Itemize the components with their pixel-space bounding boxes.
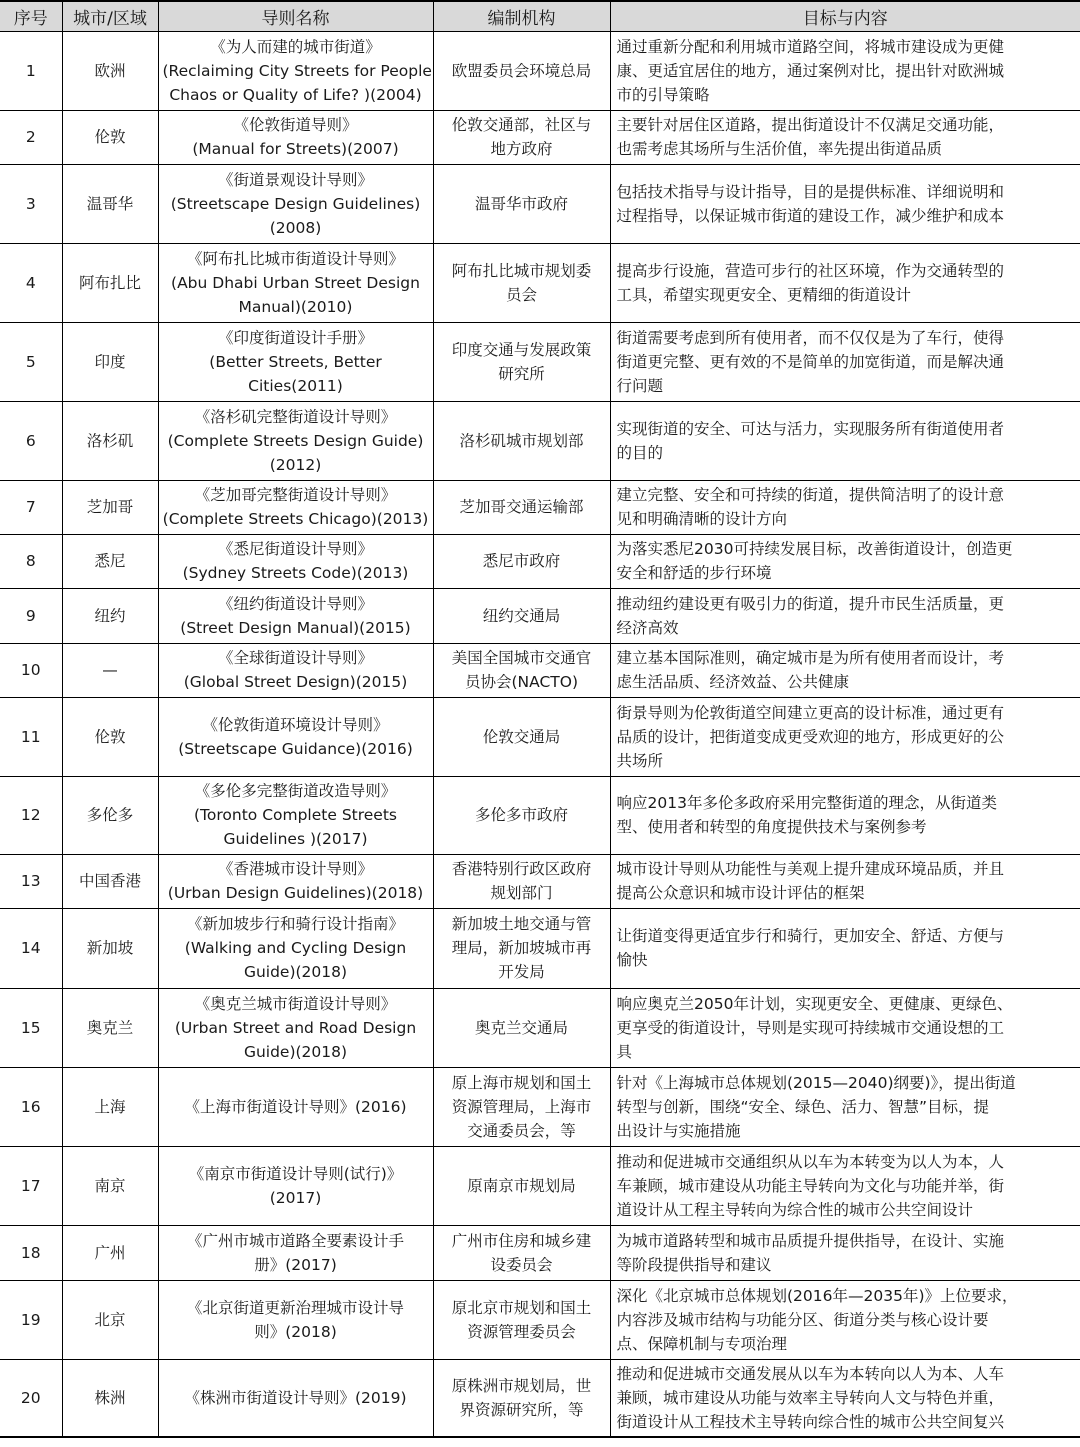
organization-cell-line: 印度交通与发展政策 [451, 340, 592, 359]
city-cell: 株洲 [62, 1359, 158, 1437]
table-row [0, 908, 1080, 988]
goals-content-cell [610, 988, 1080, 1067]
table-row [0, 480, 1080, 534]
goals-content-cell-line: 针对《上海城市总体规划(2015—2040)纲要)》，提出街道 [616, 1073, 1016, 1092]
organization-cell-line: 广州市住房和城乡建 [451, 1231, 592, 1250]
table-row [0, 534, 1080, 588]
organization-cell [433, 697, 610, 776]
guideline-name-cell-line: 《为人而建的城市街道》 [210, 37, 381, 56]
goals-content-cell [610, 31, 1080, 110]
organization-cell [433, 1280, 610, 1359]
guideline-name-cell-line: 《上海市街道设计导则》(2016) [184, 1097, 407, 1116]
guideline-name-cell-line: Cities(2011) [248, 376, 343, 395]
goals-content-cell-line: 深化《北京城市总体规划(2016年—2035年)》上位要求， [616, 1286, 1018, 1305]
guideline-name-cell-line: 《北京街道更新治理城市设计导 [186, 1298, 404, 1317]
goals-content-cell [610, 534, 1080, 588]
guideline-name-cell-line: (Sydney Streets Code)(2013) [182, 564, 409, 582]
organization-cell-line: 纽约交通局 [482, 606, 561, 625]
organization-cell-line: 研究所 [498, 364, 545, 383]
table-row [0, 322, 1080, 401]
guideline-name-cell-line: 《香港城市设计导则》 [217, 860, 373, 878]
table-row [0, 110, 1080, 164]
goals-content-cell [610, 1280, 1080, 1359]
city-cell: 伦敦 [62, 697, 158, 776]
guideline-name-cell [158, 1359, 433, 1437]
guideline-name-cell-line: 《洛杉矶完整街道设计导则》 [194, 407, 397, 426]
organization-cell [433, 588, 610, 643]
guideline-name-cell-line: 《伦敦街道导则》 [233, 116, 358, 134]
goals-content-cell [610, 697, 1080, 776]
city-cell: 悉尼 [62, 534, 158, 588]
guideline-name-cell [158, 854, 433, 908]
organization-cell-line: 交通委员会，等 [467, 1121, 576, 1140]
row-number: 13 [0, 854, 62, 908]
organization-cell-line: 奥克兰交通局 [474, 1018, 568, 1037]
organization-cell-line: 原株洲市规划局，世 [451, 1376, 592, 1395]
table-row [0, 164, 1080, 243]
guideline-name-cell [158, 1280, 433, 1359]
organization-cell [433, 164, 610, 243]
guideline-name-cell-line: (Urban Street and Road Design [174, 1018, 417, 1037]
goals-content-cell-line: 建立基本国际准则，确定城市是为所有使用者而设计，考 [616, 649, 1005, 667]
goals-content-cell-line: 品质的设计，把街道变成更受欢迎的地方，形成更好的公 [616, 727, 1005, 746]
guideline-name-cell [158, 1225, 433, 1280]
organization-cell [433, 908, 610, 988]
table-row [0, 697, 1080, 776]
row-number: 12 [0, 776, 62, 854]
table-row [0, 988, 1080, 1067]
goals-content-cell [610, 643, 1080, 697]
city-cell: 奥克兰 [62, 988, 158, 1067]
goals-content-cell [610, 1146, 1080, 1225]
guideline-name-cell-line: (Walking and Cycling Design [184, 939, 407, 957]
goals-content-cell-line: 工具，希望实现更安全、更精细的街道设计 [616, 285, 912, 304]
goals-content-cell-line: 出设计与实施措施 [616, 1121, 741, 1140]
guideline-name-cell [158, 31, 433, 110]
organization-cell [433, 1067, 610, 1146]
goals-content-cell-line: 愉快 [616, 951, 648, 969]
city-cell: 阿布扎比 [62, 243, 158, 322]
guideline-name-cell [158, 908, 433, 988]
guideline-name-cell-line: 《新加坡步行和骑行设计指南》 [186, 915, 404, 933]
guideline-name-cell [158, 322, 433, 401]
guideline-name-cell [158, 243, 433, 322]
goals-content-cell-line: 响应奥克兰2050年计划，实现更安全、更健康、更绿色、 [616, 994, 1013, 1013]
guideline-name-cell-line: 《纽约街道设计导则》 [217, 594, 373, 613]
goals-content-cell [610, 110, 1080, 164]
city-cell: — [62, 643, 158, 697]
guideline-name-cell-line: (Streetscape Design Guidelines) [170, 194, 421, 213]
table-row [0, 1225, 1080, 1280]
row-number: 16 [0, 1067, 62, 1146]
city-cell: 伦敦 [62, 110, 158, 164]
goals-content-cell [610, 322, 1080, 401]
goals-content-cell-line: 也需考虑其场所与生活价值，率先提出街道品质 [616, 140, 943, 158]
row-number: 19 [0, 1280, 62, 1359]
goals-content-cell-line: 推动纽约建设更有吸引力的街道，提升市民生活质量，更 [616, 594, 1005, 613]
organization-cell-line: 开发局 [498, 963, 545, 981]
row-number: 4 [0, 243, 62, 322]
row-number: 15 [0, 988, 62, 1067]
guideline-name-cell-line: 则》(2018) [254, 1322, 337, 1341]
city-cell: 南京 [62, 1146, 158, 1225]
goals-content-cell-line: 等阶段提供指导和建议 [616, 1255, 772, 1274]
goals-content-cell-line: 通过重新分配和利用城市道路空间，将城市建设成为更健 [616, 37, 1005, 56]
city-cell: 中国香港 [62, 854, 158, 908]
organization-cell [433, 534, 610, 588]
guideline-name-cell-line: 《多伦多完整街道改造导则》 [194, 782, 397, 800]
goals-content-cell-line: 见和明确清晰的设计方向 [616, 510, 788, 528]
goals-content-cell-line: 共场所 [616, 751, 664, 770]
guideline-name-cell-line: 《阿布扎比城市街道设计导则》 [186, 249, 404, 268]
guideline-name-cell-line: (Complete Streets Design Guide) [167, 431, 424, 450]
guideline-name-cell [158, 1146, 433, 1225]
organization-cell [433, 322, 610, 401]
row-number: 10 [0, 643, 62, 697]
guideline-name-cell-line: (Global Street Design)(2015) [183, 673, 408, 691]
goals-content-cell-line: 道设计从工程主导转向为综合性的城市公共空间设计 [616, 1200, 974, 1219]
organization-cell-line: 伦敦交通局 [482, 727, 561, 746]
table-row [0, 401, 1080, 480]
organization-cell [433, 480, 610, 534]
organization-cell-line: 欧盟委员会环境总局 [451, 61, 592, 80]
header-no: 序号 [0, 1, 62, 31]
goals-content-cell-line: 街景导则为伦敦街道空间建立更高的设计标准，通过更有 [616, 703, 1005, 722]
organization-cell-line: 规划部门 [490, 884, 553, 902]
organization-cell-line: 地方政府 [490, 140, 553, 158]
row-number: 8 [0, 534, 62, 588]
guideline-name-cell-line: (Manual for Streets)(2007) [192, 140, 399, 158]
goals-content-cell [610, 776, 1080, 854]
organization-cell-line: 美国全国城市交通官 [451, 649, 592, 667]
guideline-name-cell-line: (2017) [269, 1188, 322, 1207]
guideline-name-cell [158, 776, 433, 854]
goals-content-cell [610, 588, 1080, 643]
goals-content-cell-line: 虑生活品质、经济效益、公共健康 [616, 673, 850, 691]
goals-content-cell-line: 建立完整、安全和可持续的街道，提供简洁明了的设计意 [616, 486, 1005, 504]
organization-cell [433, 643, 610, 697]
goals-content-cell-line: 实现街道的安全、可达与活力，实现服务所有街道使用者 [616, 419, 1005, 438]
guideline-name-cell-line: Chaos or Quality of Life? )(2004) [169, 85, 422, 104]
organization-cell [433, 776, 610, 854]
goals-content-cell-line: 为落实悉尼2030可持续发展目标，改善街道设计，创造更 [616, 540, 1013, 558]
organization-cell-line: 香港特别行政区政府 [451, 860, 592, 878]
guideline-name-cell-line: 《街道景观设计导则》 [217, 170, 373, 189]
goals-content-cell [610, 1067, 1080, 1146]
guideline-name-cell [158, 988, 433, 1067]
table-row [0, 1359, 1080, 1437]
goals-content-cell [610, 243, 1080, 322]
goals-content-cell-line: 内容涉及城市结构与功能分区、街道分类与核心设计要 [616, 1310, 989, 1329]
goals-content-cell-line: 城市设计导则从功能性与美观上提升建成环境品质，并且 [616, 860, 1005, 878]
city-cell: 欧洲 [62, 31, 158, 110]
goals-content-cell-line: 提高公众意识和城市设计评估的框架 [616, 884, 865, 902]
goals-content-cell-line: 转型与创新，围绕“安全、绿色、活力、智慧”目标，提 [616, 1097, 990, 1116]
goals-content-cell-line: 经济高效 [616, 618, 679, 637]
organization-cell-line: 芝加哥交通运输部 [459, 498, 584, 516]
guideline-name-cell-line: (2012) [269, 455, 322, 474]
organization-cell [433, 1359, 610, 1437]
goals-content-cell-line: 主要针对居住区道路，提出街道设计不仅满足交通功能， [616, 116, 1005, 134]
row-number: 5 [0, 322, 62, 401]
organization-cell-line: 原南京市规划局 [467, 1176, 576, 1195]
organization-cell [433, 243, 610, 322]
guideline-name-cell-line: (Toronto Complete Streets [194, 806, 397, 824]
organization-cell [433, 31, 610, 110]
city-cell: 纽约 [62, 588, 158, 643]
organization-cell-line: 伦敦交通部，社区与 [451, 116, 592, 134]
city-cell: 印度 [62, 322, 158, 401]
table-row [0, 243, 1080, 322]
goals-content-cell-line: 康、更适宜居住的地方，通过案例对比，提出针对欧洲城 [616, 61, 1005, 80]
guideline-name-cell-line: 《南京市街道设计导则(试行)》 [188, 1164, 403, 1183]
goals-content-cell [610, 908, 1080, 988]
city-cell: 新加坡 [62, 908, 158, 988]
guideline-name-cell [158, 1067, 433, 1146]
guideline-name-cell-line: 册》(2017) [254, 1255, 337, 1274]
guideline-name-cell-line: Guide)(2018) [243, 963, 348, 981]
city-cell: 上海 [62, 1067, 158, 1146]
guideline-name-cell-line: (Streetscape Guidance)(2016) [178, 739, 413, 758]
goals-content-cell-line: 市的引导策略 [616, 85, 710, 104]
header-city: 城市/区域 [62, 1, 158, 31]
guideline-name-cell-line: 《伦敦街道环境设计导则》 [202, 715, 389, 734]
guideline-name-cell-line: 《悉尼街道设计导则》 [217, 540, 373, 558]
guideline-name-cell-line: 《株洲市街道设计导则》(2019) [184, 1388, 407, 1407]
guideline-name-cell-line: (Complete Streets Chicago)(2013) [162, 510, 429, 528]
goals-content-cell [610, 401, 1080, 480]
city-cell: 温哥华 [62, 164, 158, 243]
row-number: 11 [0, 697, 62, 776]
goals-content-cell [610, 1225, 1080, 1280]
row-number: 7 [0, 480, 62, 534]
guideline-name-cell [158, 401, 433, 480]
guideline-name-cell-line: 《奥克兰城市街道设计导则》 [194, 994, 397, 1013]
table-row [0, 588, 1080, 643]
organization-cell-line: 资源管理局，上海市 [451, 1097, 592, 1116]
header-guideline-name: 导则名称 [158, 1, 433, 31]
goals-content-cell-line: 街道需要考虑到所有使用者，而不仅仅是为了车行，使得 [616, 328, 1005, 347]
city-cell: 洛杉矶 [62, 401, 158, 480]
goals-content-cell [610, 854, 1080, 908]
goals-content-cell-line: 过程指导，以保证城市街道的建设工作，减少维护和成本 [616, 206, 1005, 225]
row-number: 18 [0, 1225, 62, 1280]
goals-content-cell [610, 480, 1080, 534]
goals-content-cell-line: 包括技术指导与设计指导，目的是提供标准、详细说明和 [616, 182, 1005, 201]
guideline-name-cell [158, 697, 433, 776]
organization-cell-line: 原上海市规划和国土 [451, 1073, 592, 1092]
guideline-name-cell-line: 《芝加哥完整街道设计导则》 [194, 486, 397, 504]
row-number: 20 [0, 1359, 62, 1437]
organization-cell-line: 员协会(NACTO) [464, 673, 578, 691]
guideline-name-cell-line: 《印度街道设计手册》 [217, 328, 373, 347]
guideline-name-cell-line: (2008) [269, 218, 322, 237]
goals-content-cell-line: 让街道变得更适宜步行和骑行，更加安全、舒适、方便与 [616, 927, 1005, 945]
city-cell: 芝加哥 [62, 480, 158, 534]
organization-cell-line: 多伦多市政府 [474, 806, 568, 824]
goals-content-cell-line: 车兼顾，城市建设从功能主导转向为文化与功能并举，街 [616, 1176, 1005, 1195]
organization-cell-line: 设委员会 [490, 1255, 553, 1274]
row-number: 2 [0, 110, 62, 164]
goals-content-cell-line: 推动和促进城市交通组织从以车为本转变为以人为本，人 [616, 1152, 1005, 1171]
guideline-name-cell-line: Guide)(2018) [243, 1042, 348, 1061]
row-number: 9 [0, 588, 62, 643]
guideline-name-cell-line: 《全球街道设计导则》 [217, 649, 373, 667]
guideline-name-cell [158, 588, 433, 643]
table-row [0, 854, 1080, 908]
goals-content-cell-line: 行问题 [616, 376, 664, 395]
city-cell: 多伦多 [62, 776, 158, 854]
goals-content-cell-line: 街道设计从工程技术主导转向综合性的城市公共空间复兴 [616, 1412, 1005, 1431]
header-organization: 编制机构 [433, 1, 610, 31]
row-number: 3 [0, 164, 62, 243]
table-row [0, 31, 1080, 110]
table-row [0, 643, 1080, 697]
row-number: 14 [0, 908, 62, 988]
goals-content-cell-line: 为城市道路转型和城市品质提升提供指导，在设计、实施 [616, 1231, 1005, 1250]
guideline-name-cell-line: (Abu Dhabi Urban Street Design [171, 273, 420, 292]
city-cell: 北京 [62, 1280, 158, 1359]
guideline-name-cell-line: (Urban Design Guidelines)(2018) [167, 884, 424, 902]
goals-content-cell-line: 具 [616, 1042, 633, 1061]
guideline-name-cell [158, 164, 433, 243]
header-goals-content: 目标与内容 [610, 1, 1080, 31]
table-row [0, 1280, 1080, 1359]
goals-content-cell-line: 提高步行设施，营造可步行的社区环境，作为交通转型的 [616, 261, 1005, 280]
goals-content-cell-line: 的目的 [616, 443, 664, 462]
organization-cell-line: 资源管理委员会 [467, 1322, 576, 1341]
guideline-name-cell [158, 480, 433, 534]
row-number: 6 [0, 401, 62, 480]
guideline-name-cell [158, 643, 433, 697]
organization-cell [433, 1225, 610, 1280]
guideline-name-cell-line: 《广州市城市道路全要素设计手 [186, 1231, 404, 1250]
organization-cell [433, 401, 610, 480]
organization-cell-line: 理局，新加坡城市再 [451, 939, 592, 957]
guideline-name-cell-line: Guidelines )(2017) [223, 830, 368, 848]
organization-cell-line: 员会 [505, 285, 537, 304]
organization-cell-line: 悉尼市政府 [482, 552, 561, 570]
organization-cell-line: 界资源研究所，等 [459, 1400, 584, 1419]
guideline-name-cell-line: Manual)(2010) [238, 297, 353, 316]
organization-cell [433, 988, 610, 1067]
header-row [0, 1, 1080, 31]
goals-content-cell-line: 安全和舒适的步行环境 [616, 564, 772, 582]
goals-content-cell-line: 街道更完整、更有效的不是简单的加宽街道，而是解决通 [616, 352, 1005, 371]
guideline-name-cell-line: (Street Design Manual)(2015) [180, 618, 411, 637]
organization-cell-line: 温哥华市政府 [474, 194, 568, 213]
row-number: 17 [0, 1146, 62, 1225]
organization-cell [433, 110, 610, 164]
organization-cell [433, 854, 610, 908]
organization-cell-line: 洛杉矶城市规划部 [459, 431, 584, 450]
goals-content-cell-line: 响应2013年多伦多政府采用完整街道的理念，从街道类 [616, 794, 997, 812]
goals-content-cell [610, 1359, 1080, 1437]
table-row [0, 1067, 1080, 1146]
goals-content-cell [610, 164, 1080, 243]
organization-cell-line: 原北京市规划和国土 [451, 1298, 592, 1317]
city-cell: 广州 [62, 1225, 158, 1280]
table-row [0, 776, 1080, 854]
guideline-name-cell-line: (Reclaiming City Streets for People [162, 61, 432, 80]
goals-content-cell-line: 型、使用者和转型的角度提供技术与案例参考 [616, 818, 927, 836]
guideline-name-cell-line: (Better Streets, Better [209, 352, 382, 371]
guideline-name-cell [158, 110, 433, 164]
goals-content-cell-line: 兼顾，城市建设从功能与效率主导转向人文与特色并重， [616, 1388, 1005, 1407]
guideline-name-cell [158, 534, 433, 588]
organization-cell-line: 新加坡土地交通与管 [451, 915, 592, 933]
goals-content-cell-line: 点、保障机制与专项治理 [616, 1334, 788, 1353]
table-row [0, 1146, 1080, 1225]
organization-cell-line: 阿布扎比城市规划委 [451, 261, 592, 280]
row-number: 1 [0, 31, 62, 110]
goals-content-cell-line: 推动和促进城市交通发展从以车为本转向以人为本、人车 [616, 1364, 1005, 1383]
goals-content-cell-line: 更享受的街道设计，导则是实现可持续城市交通设想的工 [616, 1018, 1005, 1037]
organization-cell [433, 1146, 610, 1225]
